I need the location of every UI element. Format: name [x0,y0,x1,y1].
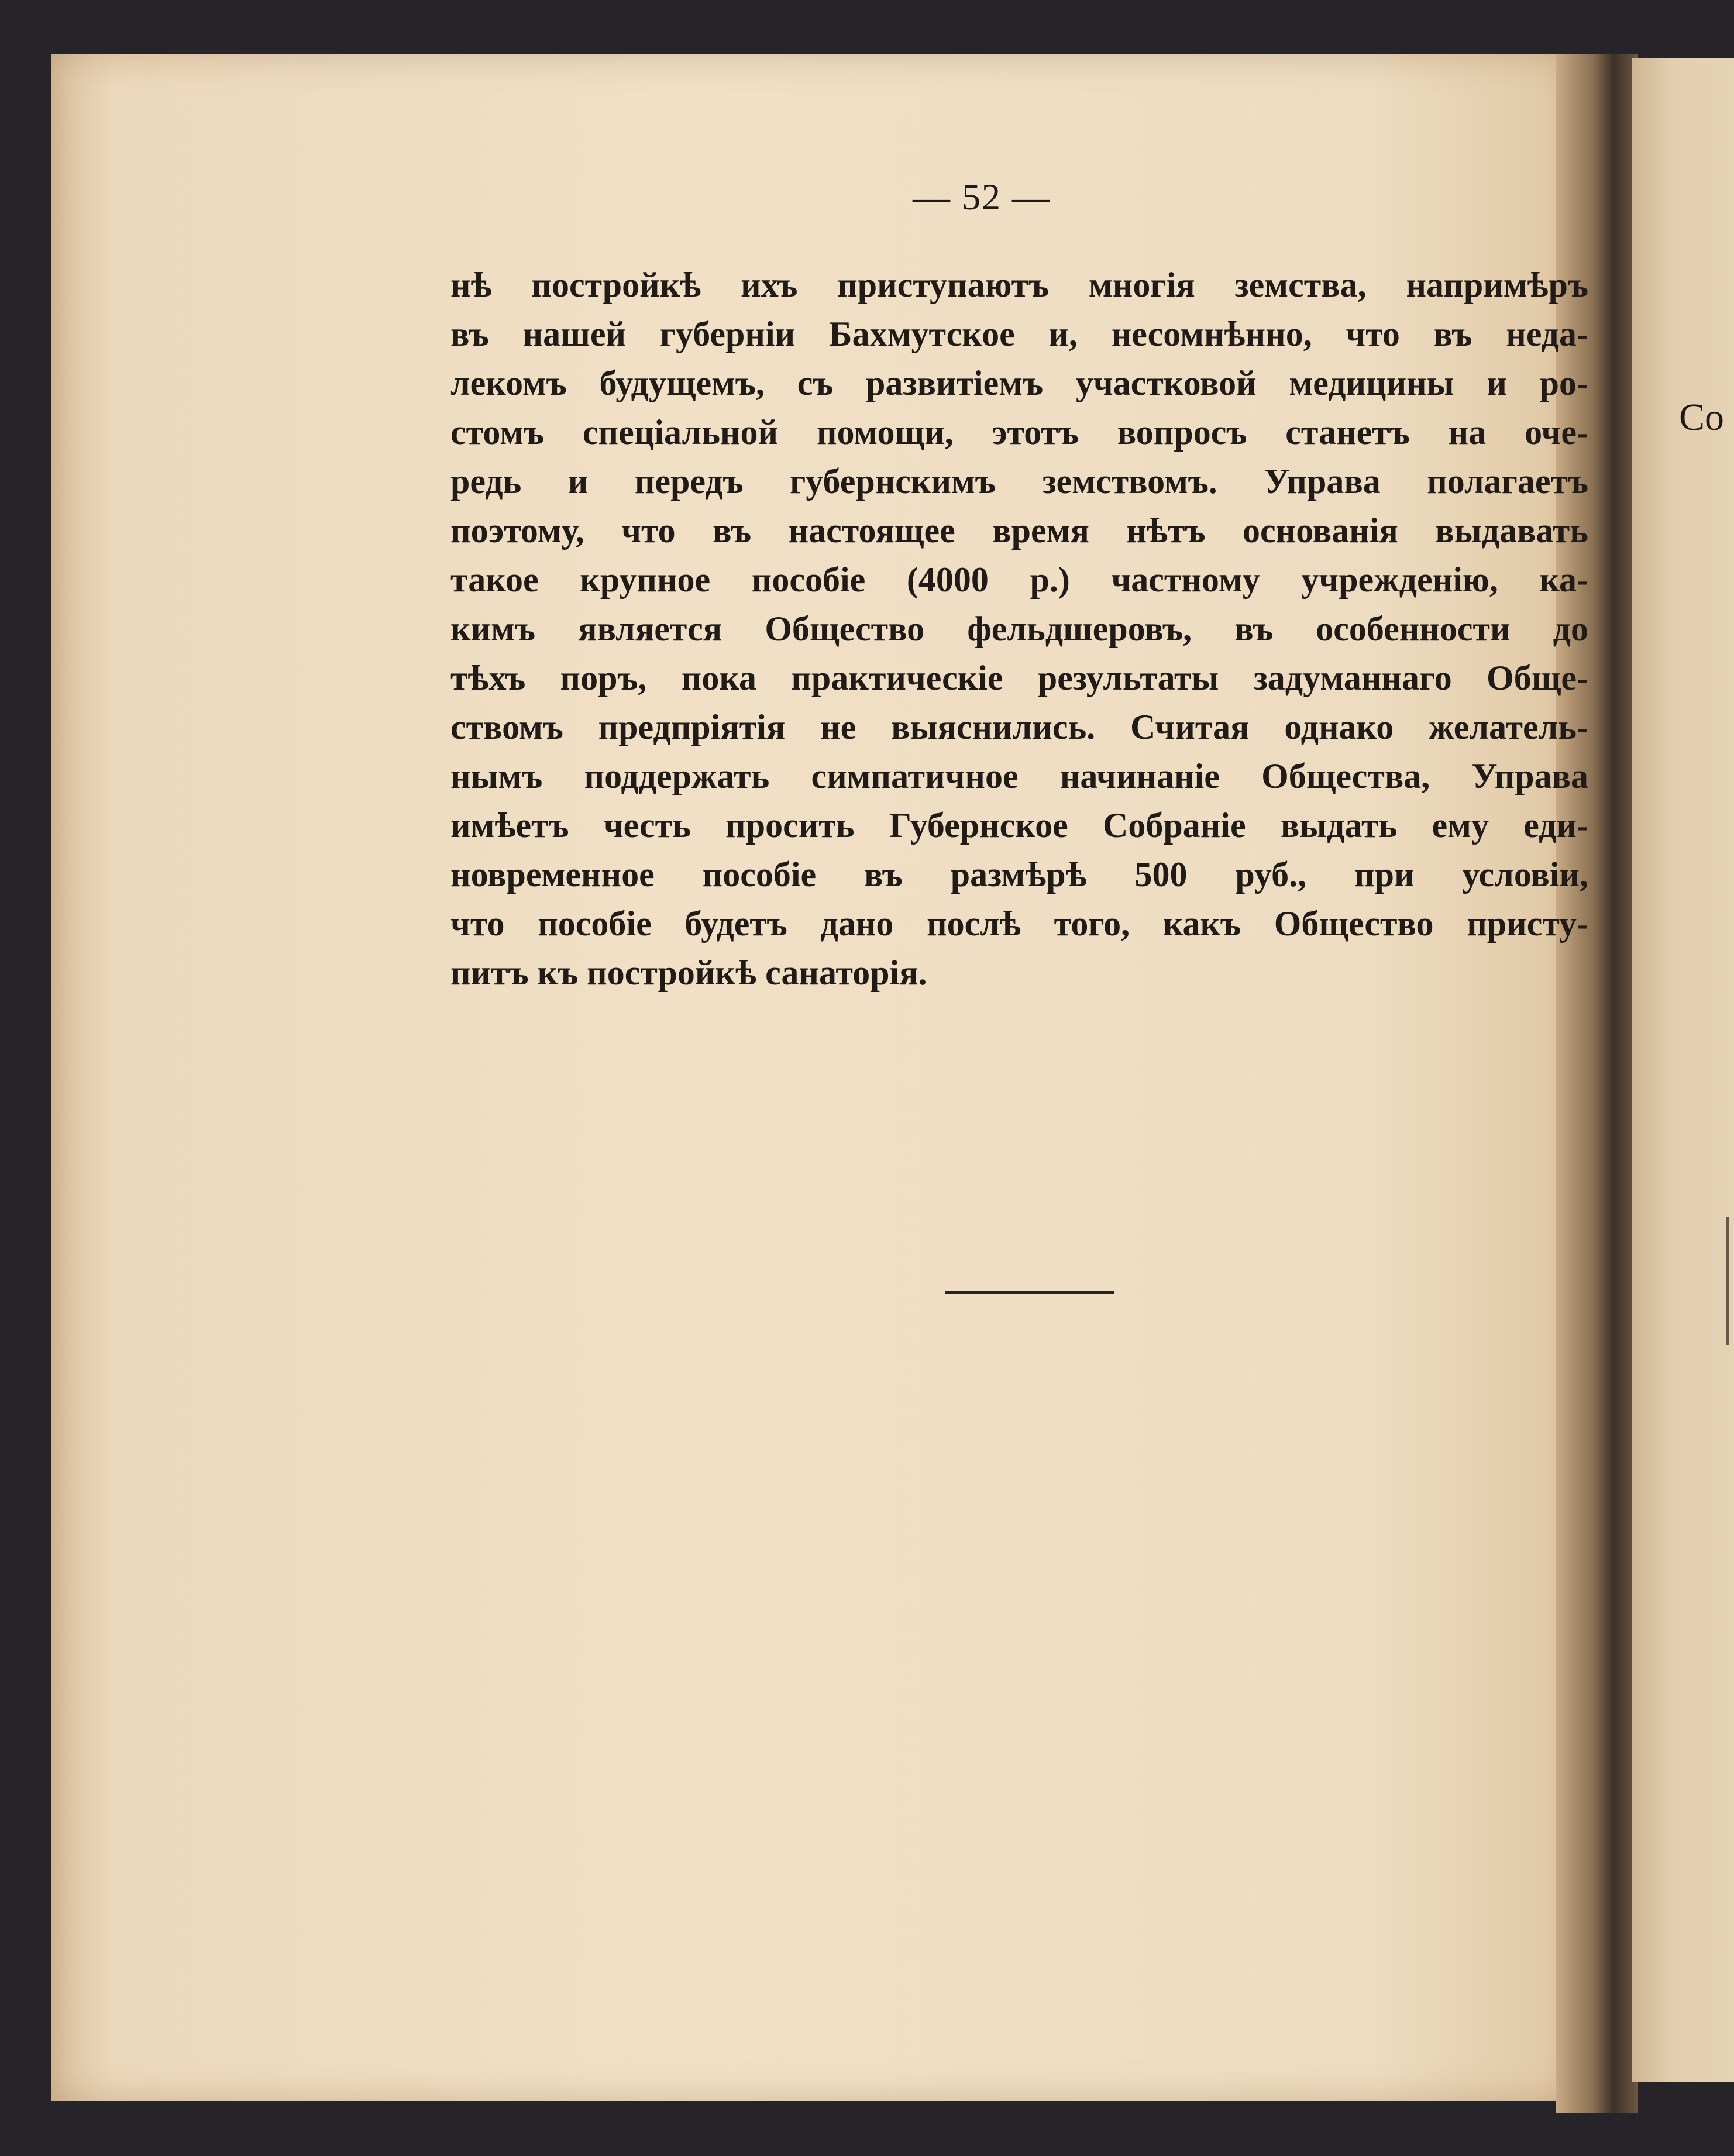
text-line: нымъ поддержать симпатичное начинаніе Общества, Управа [450,757,1588,795]
text-line: нѣ постройкѣ ихъ приступаютъ многія земства, напримѣръ [450,266,1588,304]
right-page [1632,58,1734,2082]
text-line: редь и передъ губернскимъ земствомъ. Управа полагаетъ [450,462,1588,501]
text-line: тѣхъ поръ, пока практическіе результаты задуманнаго Обще- [450,659,1588,697]
text-line: кимъ является Общество фельдшеровъ, въ особенности до [450,609,1588,648]
section-divider-rule [945,1291,1114,1294]
text-line: стомъ спеціальной помощи, этотъ вопросъ станетъ на оче- [450,413,1588,452]
text-line: въ нашей губерніи Бахмутское и, несомнѣнно, что въ неда- [450,315,1588,353]
text-line: поэтому, что въ настоящее время нѣтъ основанія выдавать [450,511,1588,550]
text-line: лекомъ будущемъ, съ развитіемъ участковой медицины и ро- [450,364,1588,402]
text-line: питъ къ постройкѣ санаторія. [450,953,927,992]
text-line: такое крупное пособіе (4000 р.) частному учрежденію, ка- [450,560,1588,599]
text-line: имѣетъ честь просить Губернское Собраніе выдать ему еди- [450,806,1588,845]
right-page-print-marks [1726,1217,1734,1345]
page-number: — 52 — [913,176,1051,218]
right-page-text-fragment: Со [1679,396,1725,439]
text-line: что пособіе будетъ дано послѣ того, какъ Общество присту- [450,904,1588,943]
text-line: ствомъ предпріятія не выяснились. Считая однако желатель- [450,708,1588,746]
body-text [450,260,1588,997]
text-line: новременное пособіе въ размѣрѣ 500 руб., при условіи, [450,855,1588,894]
